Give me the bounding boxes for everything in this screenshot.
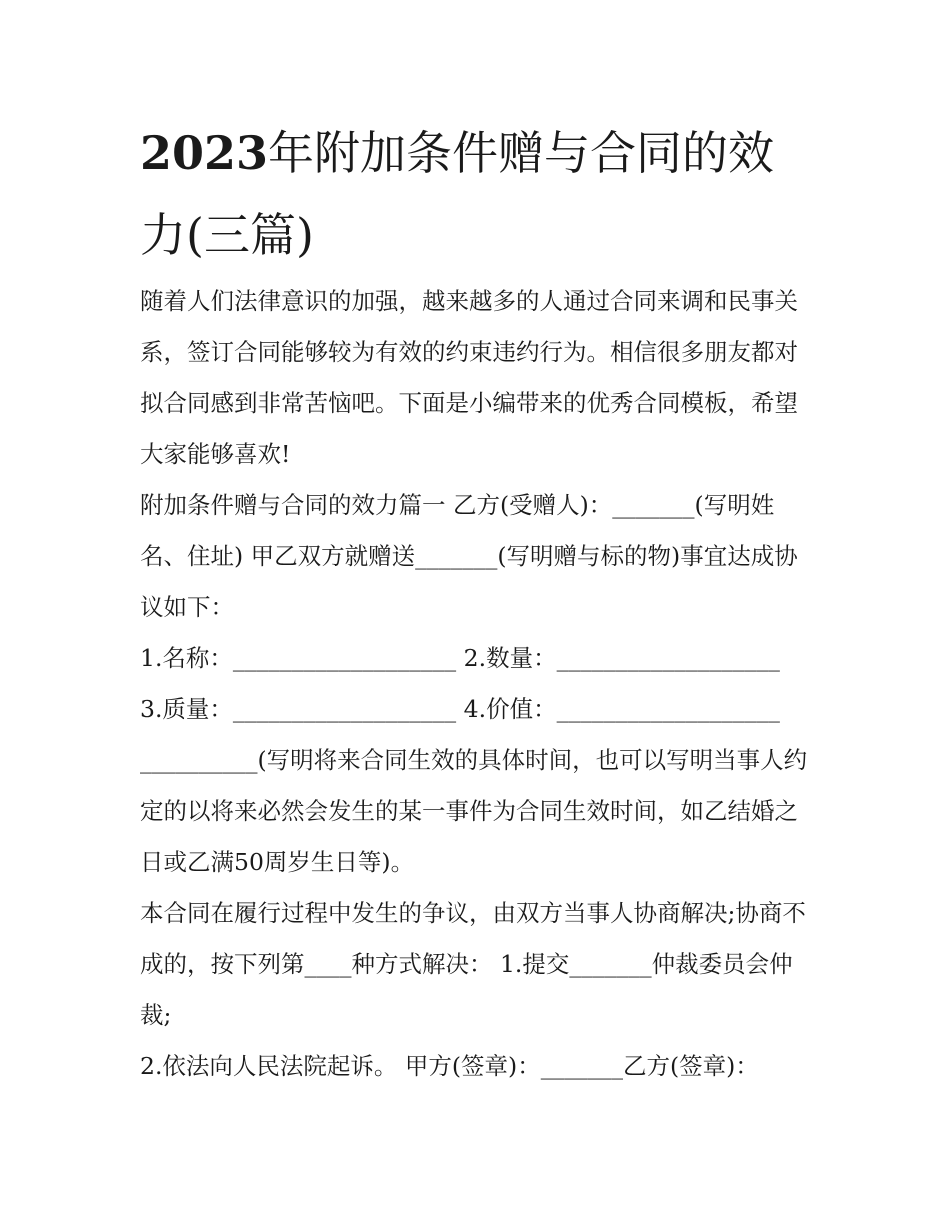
dispute-paragraph: 本合同在履行过程中发生的争议，由双方当事人协商解决;协商不成的，按下列第____种方式解决： 1.提交_______仲裁委员会仲裁; [140, 899, 806, 1029]
document-title [140, 112, 820, 276]
title-text: 年附加条件赠与合同的效力(三篇) [140, 126, 775, 262]
title-year: 2023 [140, 126, 269, 180]
items-row-2: 3.质量：___________________ 4.价值：___________________ [140, 695, 780, 723]
document-body [140, 276, 820, 1092]
litigation-signature-paragraph: 2.依法向人民法院起诉。 甲方(签章)：_______乙方(签章)： [140, 1052, 759, 1080]
effective-time-paragraph: __________(写明将来合同生效的具体时间，也可以写明当事人约定的以将来必然会发生的某一事件为合同生效时间，如乙结婚之日或乙满50周岁生日等)。 [140, 746, 808, 876]
items-row-1: 1.名称：___________________ 2.数量：___________________ [140, 644, 780, 672]
intro-paragraph: 随着人们法律意识的加强，越来越多的人通过合同来调和民事关系，签订合同能够较为有效的约束违约行为。相信很多朋友都对拟合同感到非常苦恼吧。下面是小编带来的优秀合同模板，希望大家能够喜欢! [140, 287, 798, 468]
party-paragraph: 附加条件赠与合同的效力篇一 乙方(受赠人)：_______(写明姓名、住址) 甲乙双方就赠送_______(写明赠与标的物)事宜达成协议如下： [140, 491, 798, 621]
